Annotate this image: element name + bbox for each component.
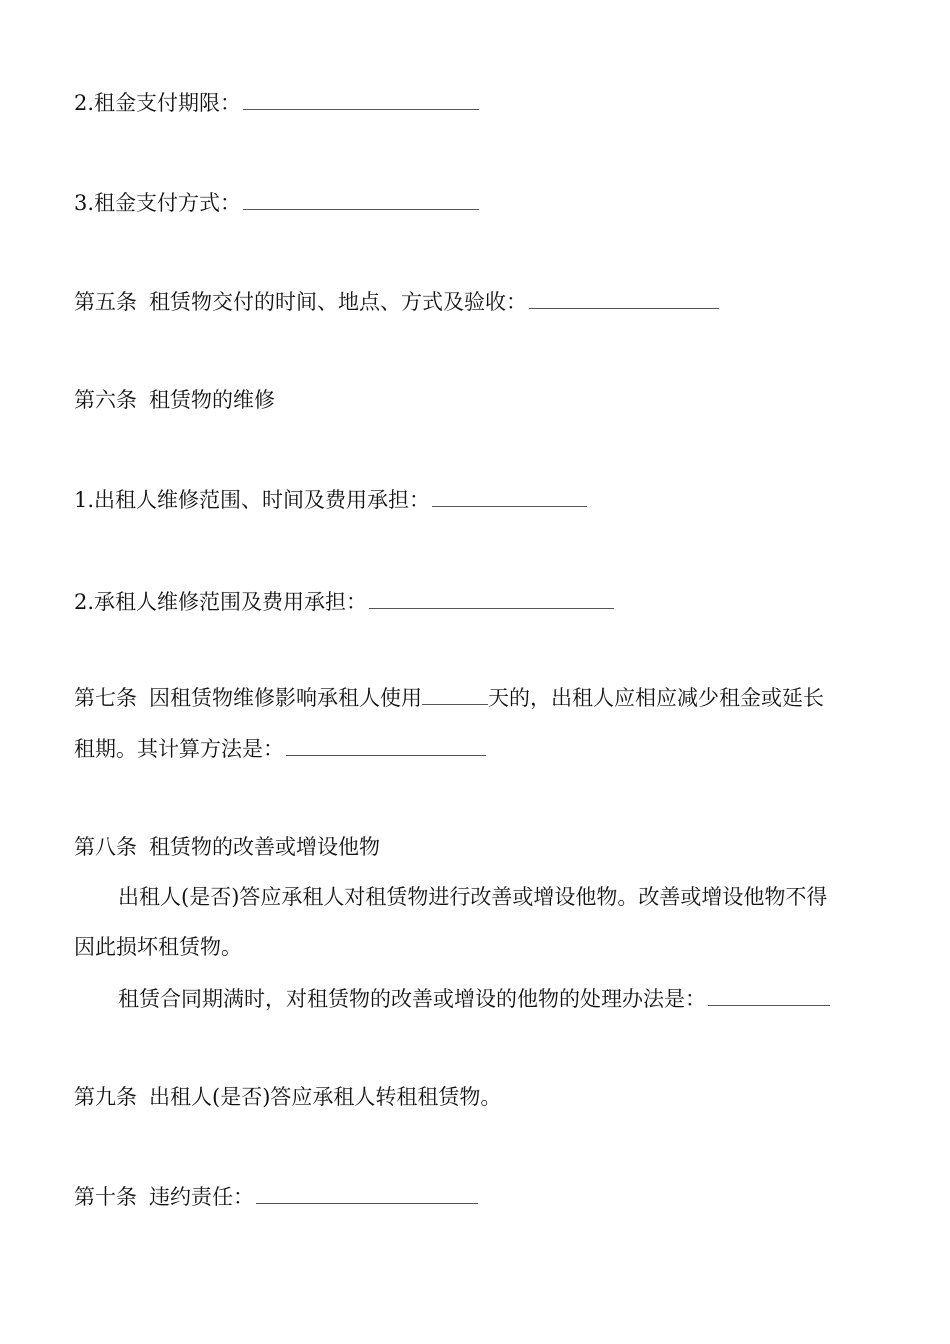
- blank-field[interactable]: [708, 985, 830, 1006]
- blank-field[interactable]: [286, 735, 486, 756]
- article-8-line: [74, 832, 380, 862]
- article-number: 第六条: [74, 388, 137, 412]
- article-7-line: [74, 683, 824, 713]
- article-number: 第十条: [74, 1185, 137, 1209]
- article-text: 因租赁物维修影响承租人使用: [149, 686, 422, 710]
- article-text: 出租人(是否)答应承租人转租租赁物。: [149, 1085, 502, 1109]
- rent-payment-term-line: [74, 88, 479, 118]
- article-text: 租赁物的改善或增设他物: [149, 835, 380, 859]
- article-9-line: [74, 1082, 501, 1112]
- article-5-line: [74, 287, 719, 317]
- article-text: 租赁物交付的时间、地点、方式及验收：: [149, 290, 527, 314]
- label: 1.出租人维修范围、时间及费用承担：: [74, 488, 431, 512]
- label: 租期。其计算方法是：: [74, 737, 284, 761]
- blank-field[interactable]: [243, 189, 479, 210]
- article-number: 第七条: [74, 686, 137, 710]
- article-number: 第五条: [74, 290, 137, 314]
- rent-payment-method-line: [74, 188, 479, 218]
- label: 3.租金支付方式：: [74, 191, 242, 215]
- article-6-line: [74, 385, 275, 415]
- blank-field[interactable]: [256, 1183, 478, 1204]
- article-text: 租赁物的维修: [149, 388, 275, 412]
- article-text: 天的，出租人应相应减少租金或延长: [488, 686, 824, 710]
- article-8-para-2: [118, 984, 830, 1014]
- blank-field[interactable]: [529, 288, 719, 309]
- lessor-repair-line: [74, 485, 587, 515]
- paragraph-text: 租赁合同期满时，对租赁物的改善或增设的他物的处理办法是：: [118, 987, 706, 1011]
- label: 2.租金支付期限：: [74, 91, 242, 115]
- blank-field[interactable]: [422, 684, 488, 705]
- blank-field[interactable]: [369, 588, 614, 609]
- article-7-cont-line: [74, 734, 486, 764]
- article-8-para-1-cont: [74, 932, 242, 962]
- paragraph-text: 出租人(是否)答应承租人对租赁物进行改善或增设他物。改善或增设他物不得: [118, 885, 828, 909]
- article-text: 违约责任：: [149, 1185, 254, 1209]
- paragraph-text: 因此损坏租赁物。: [74, 935, 242, 959]
- article-number: 第九条: [74, 1085, 137, 1109]
- article-10-line: [74, 1182, 478, 1212]
- lessee-repair-line: [74, 587, 614, 617]
- blank-field[interactable]: [432, 486, 587, 507]
- article-8-para-1: [118, 882, 827, 912]
- blank-field[interactable]: [243, 89, 479, 110]
- article-number: 第八条: [74, 835, 137, 859]
- label: 2.承租人维修范围及费用承担：: [74, 590, 368, 614]
